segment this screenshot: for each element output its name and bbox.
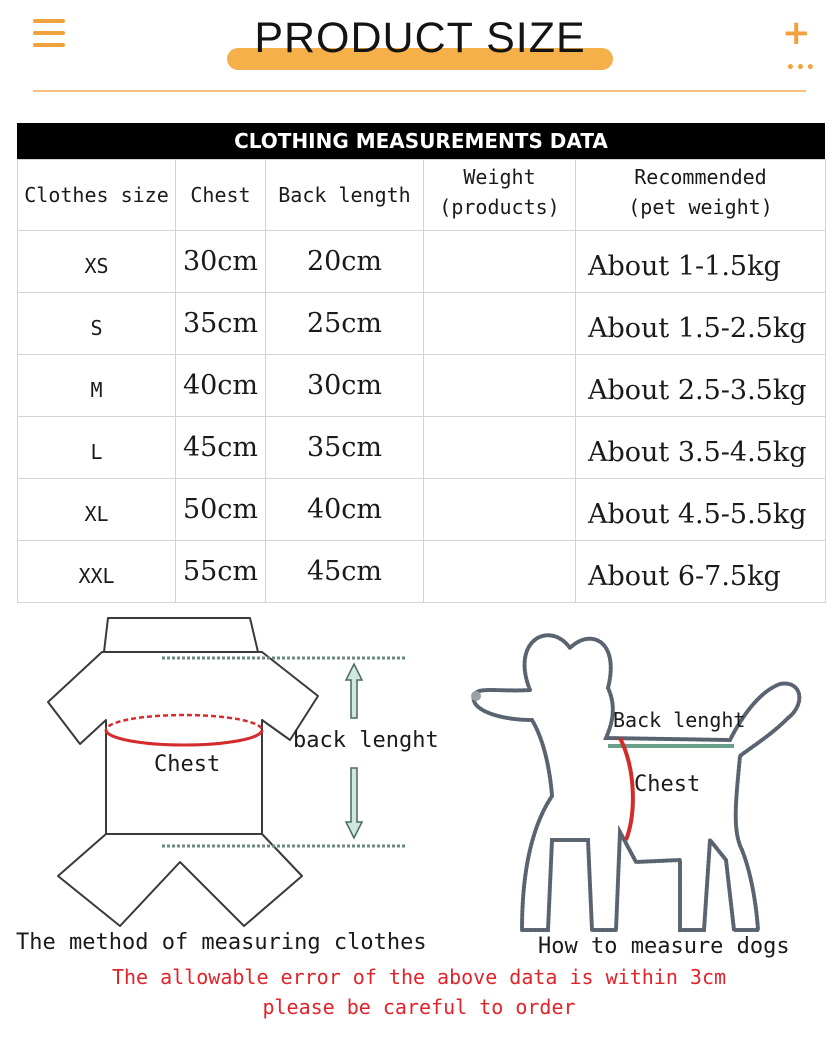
chest-cell: 45cm [176,417,266,479]
error-note-line1: The allowable error of the above data is within 3cm [111,965,727,989]
recommended-cell: About 4.5-5.5kg [576,479,826,541]
weight-cell [424,541,576,603]
recommended-cell: About 1.5-2.5kg [576,293,826,355]
page-header [0,0,838,100]
column-header: Chest [176,160,266,231]
back-length-cell: 35cm [266,417,424,479]
chest-cell: 55cm [176,541,266,603]
column-header: Back length [266,160,424,231]
garment-legs-shape [58,834,302,926]
chest-label: Chest [154,752,221,777]
column-header: Clothes size [18,160,176,231]
table-row [18,231,826,293]
table-row [18,541,826,603]
dog-chest-label: Chest [634,772,701,797]
back-length-cell: 40cm [266,479,424,541]
column-header: Recommended (pet weight) [576,160,826,231]
table-row [18,417,826,479]
table-row [18,479,826,541]
size-cell: XL [18,479,176,541]
weight-cell [424,479,576,541]
dog-back-length-label: Back lenght [613,708,746,732]
chest-cell: 30cm [176,231,266,293]
back-length-cell: 25cm [266,293,424,355]
more-dots-icon[interactable]: ••• [786,60,816,76]
weight-cell [424,417,576,479]
header-divider [33,90,806,92]
table-header-row [18,160,826,231]
table-row [18,355,826,417]
chest-cell: 40cm [176,355,266,417]
dog-nose-shape [471,691,481,701]
page-title: PRODUCT SIZE [254,14,586,62]
back-length-cell: 30cm [266,355,424,417]
size-cell: XS [18,231,176,293]
back-length-label: back lenght [293,728,439,753]
recommended-cell: About 1-1.5kg [576,231,826,293]
plus-icon[interactable]: + [782,13,811,53]
clothes-caption: The method of measuring clothes [16,930,427,955]
chest-measure-line [620,738,633,840]
garment-body-shape [48,652,318,834]
chest-cell: 35cm [176,293,266,355]
size-cell: S [18,293,176,355]
recommended-cell: About 3.5-4.5kg [576,417,826,479]
error-note-line2: please be careful to order [262,995,576,1019]
table-heading: CLOTHING MEASUREMENTS DATA [17,123,825,159]
hamburger-menu-icon[interactable] [33,19,65,47]
column-header: Weight (products) [424,160,576,231]
size-cell: M [18,355,176,417]
size-cell: XXL [18,541,176,603]
table-row [18,293,826,355]
dog-measurement-diagram [440,600,838,940]
collar-shape [104,618,258,652]
size-cell: L [18,417,176,479]
title-block [227,8,613,68]
back-length-cell: 45cm [266,541,424,603]
recommended-cell: About 2.5-3.5kg [576,355,826,417]
back-length-cell: 20cm [266,231,424,293]
recommended-cell: About 6-7.5kg [576,541,826,603]
weight-cell [424,293,576,355]
weight-cell [424,355,576,417]
dog-caption: How to measure dogs [538,934,790,959]
measurements-table [17,159,826,603]
weight-cell [424,231,576,293]
chest-cell: 50cm [176,479,266,541]
